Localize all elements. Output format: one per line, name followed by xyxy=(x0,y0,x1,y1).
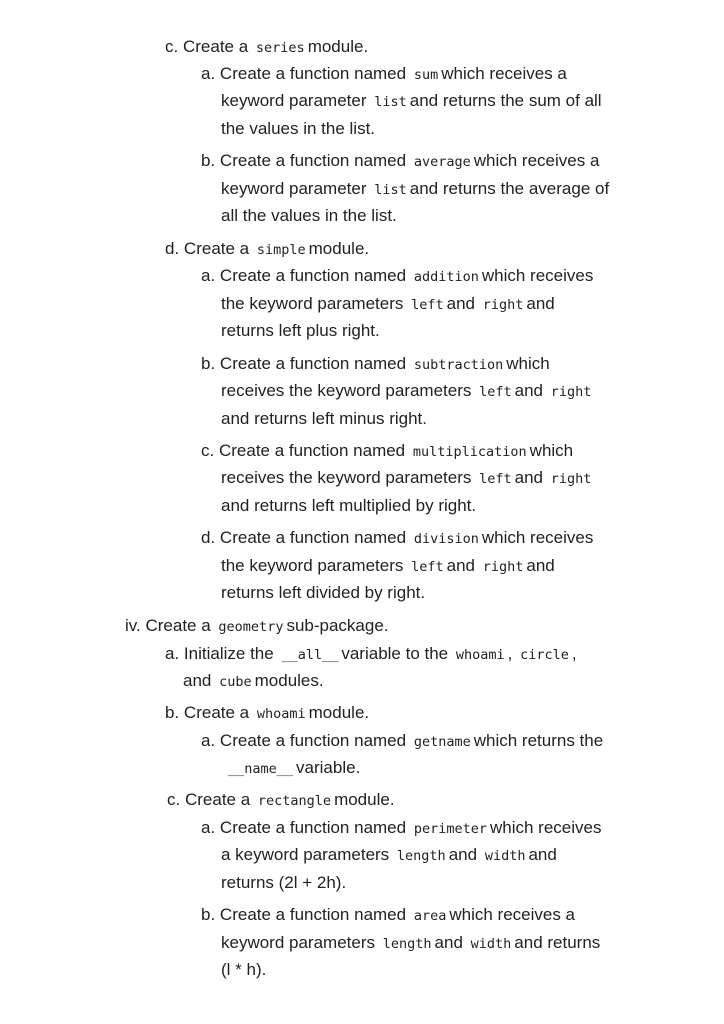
doc-line xyxy=(221,872,346,894)
doc-line xyxy=(201,527,593,550)
text-run: and xyxy=(446,294,475,313)
code-term: area xyxy=(413,908,447,924)
text-run: and xyxy=(514,381,544,400)
text-run: a keyword parameters xyxy=(221,845,390,864)
list-label: a. xyxy=(201,266,216,285)
text-run: Initialize the xyxy=(183,644,274,663)
doc-line xyxy=(221,582,425,604)
text-run: and xyxy=(446,556,475,575)
text-run: Create a function named xyxy=(219,354,407,373)
text-run: and returns the average of xyxy=(409,179,610,198)
text-run: returns left divided by right. xyxy=(221,583,426,602)
text-run: Create a xyxy=(183,703,250,722)
doc-line xyxy=(201,150,599,173)
doc-line xyxy=(201,904,575,927)
code-term: whoami xyxy=(455,647,505,663)
text-run: which receives a xyxy=(441,64,567,83)
doc-line xyxy=(221,844,557,867)
doc-line xyxy=(165,643,577,666)
text-run: modules. xyxy=(254,671,324,690)
doc-line xyxy=(221,959,266,981)
code-term: addition xyxy=(413,269,479,285)
code-term: list xyxy=(374,182,407,198)
text-run: , xyxy=(571,644,577,663)
text-run: and xyxy=(183,671,212,690)
doc-line xyxy=(221,380,594,403)
code-term: right xyxy=(550,471,592,487)
text-run: receives the keyword parameters xyxy=(221,381,472,400)
text-run: which receives a xyxy=(473,151,600,170)
doc-line xyxy=(221,467,594,490)
code-term: whoami xyxy=(256,706,306,722)
code-term: division xyxy=(413,531,479,547)
code-term: left xyxy=(411,559,444,575)
text-run: Create a function named xyxy=(219,266,407,285)
text-run: which xyxy=(506,354,550,373)
text-run: receives the keyword parameters xyxy=(221,468,472,487)
doc-line xyxy=(221,320,380,342)
code-term: left xyxy=(411,297,444,313)
doc-line xyxy=(221,118,375,140)
code-term: geometry xyxy=(218,619,284,635)
code-term: left xyxy=(479,471,512,487)
text-run: and returns the sum of all xyxy=(409,91,602,110)
text-run: all the values in the list. xyxy=(221,206,397,225)
text-run: the keyword parameters xyxy=(221,556,404,575)
code-term: getname xyxy=(413,734,471,750)
doc-line xyxy=(221,408,427,430)
doc-line xyxy=(201,63,567,86)
code-term: right xyxy=(482,559,524,575)
doc-line xyxy=(221,178,609,201)
text-run: which receives xyxy=(489,818,602,837)
list-label: a. xyxy=(201,818,216,837)
code-term: series xyxy=(255,40,305,56)
text-run: and xyxy=(448,845,478,864)
doc-line xyxy=(183,670,324,693)
text-run: and returns xyxy=(514,933,601,952)
text-run: Create a xyxy=(145,616,211,635)
code-term: cube xyxy=(219,674,252,690)
code-term: circle xyxy=(520,647,569,663)
list-label: b. xyxy=(165,703,180,722)
text-run: variable. xyxy=(296,758,361,777)
doc-line xyxy=(225,757,360,780)
text-run: which receives xyxy=(481,266,594,285)
text-run: keyword parameter xyxy=(221,179,367,198)
text-run: the values in the list. xyxy=(221,119,376,138)
list-label: b. xyxy=(201,905,216,924)
text-run: , xyxy=(507,644,513,663)
text-run: which receives xyxy=(481,528,594,547)
code-term: length xyxy=(396,848,446,864)
list-label: c. xyxy=(201,441,215,460)
doc-line xyxy=(165,238,369,261)
text-run: Create a function named xyxy=(219,528,407,547)
doc-line xyxy=(201,265,593,288)
doc-line xyxy=(125,615,389,638)
text-run: module. xyxy=(307,37,369,56)
list-label: c. xyxy=(165,37,179,56)
list-label: c. xyxy=(167,790,181,809)
doc-line xyxy=(201,817,601,840)
doc-line xyxy=(165,702,369,725)
doc-line xyxy=(221,495,476,517)
text-run: and xyxy=(526,294,555,313)
text-run: Create a function named xyxy=(219,151,407,170)
code-term: right xyxy=(550,384,592,400)
text-run: Create a function named xyxy=(219,64,407,83)
text-run: which returns the xyxy=(473,731,604,750)
code-term: multiplication xyxy=(412,444,527,460)
doc-line xyxy=(221,90,602,113)
text-run: and returns left minus right. xyxy=(221,409,427,428)
code-term: perimeter xyxy=(413,821,487,837)
text-run: keyword parameter xyxy=(221,91,367,110)
text-run: Create a function named xyxy=(218,441,406,460)
doc-line xyxy=(221,932,600,955)
code-term: list xyxy=(374,94,407,110)
code-term: sum xyxy=(413,67,439,83)
text-run: and xyxy=(526,556,555,575)
list-label: iv. xyxy=(125,616,141,635)
text-run: (l * h). xyxy=(221,960,267,979)
code-term: width xyxy=(484,848,526,864)
text-run: the keyword parameters xyxy=(221,294,404,313)
text-run: Create a xyxy=(184,790,251,809)
text-run: sub-package. xyxy=(286,616,389,635)
text-run: and xyxy=(514,468,544,487)
code-term: average xyxy=(413,154,471,170)
text-run: keyword parameters xyxy=(221,933,376,952)
list-label: a. xyxy=(201,731,216,750)
list-label: b. xyxy=(201,151,216,170)
doc-line xyxy=(201,440,573,463)
text-run: module. xyxy=(308,703,370,722)
text-run: which xyxy=(529,441,574,460)
list-label: a. xyxy=(201,64,216,83)
text-run: returns (2l + 2h). xyxy=(221,873,347,892)
list-label: d. xyxy=(165,239,180,258)
code-term: subtraction xyxy=(413,357,504,373)
code-term: __name__ xyxy=(228,761,294,777)
text-run: variable to the xyxy=(341,644,449,663)
text-run: Create a function named xyxy=(219,905,407,924)
code-term: __all__ xyxy=(281,647,339,663)
code-term: rectangle xyxy=(257,793,332,809)
text-run: returns left plus right. xyxy=(221,321,380,340)
doc-line xyxy=(167,789,395,812)
code-term: right xyxy=(482,297,524,313)
text-run: Create a function named xyxy=(219,818,407,837)
code-term: simple xyxy=(256,242,306,258)
list-label: d. xyxy=(201,528,216,547)
code-term: length xyxy=(382,936,432,952)
doc-line xyxy=(221,555,555,578)
text-run: which receives a xyxy=(449,905,576,924)
list-label: a. xyxy=(165,644,180,663)
text-run: module. xyxy=(334,790,395,809)
code-term: width xyxy=(470,936,512,952)
text-run: module. xyxy=(308,239,370,258)
text-run: and xyxy=(434,933,463,952)
list-label: b. xyxy=(201,354,216,373)
doc-line xyxy=(201,730,603,753)
doc-line xyxy=(221,293,555,316)
text-run: and xyxy=(528,845,557,864)
code-term: left xyxy=(479,384,512,400)
text-run: Create a function named xyxy=(219,731,407,750)
text-run: Create a xyxy=(182,37,249,56)
doc-line xyxy=(165,36,368,59)
doc-line xyxy=(221,205,397,227)
doc-line xyxy=(201,353,550,376)
text-run: Create a xyxy=(183,239,250,258)
text-run: and returns left multiplied by right. xyxy=(221,496,477,515)
